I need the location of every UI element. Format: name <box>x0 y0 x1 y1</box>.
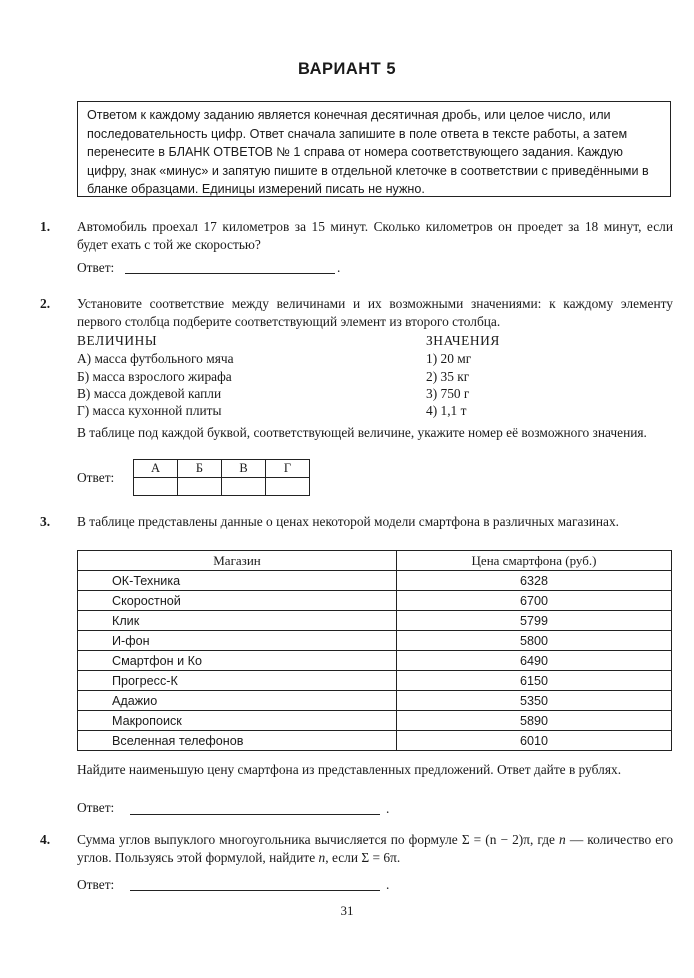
q2-letter-d: Г <box>266 460 310 478</box>
q2-value-1: 1) 20 мг <box>426 351 472 366</box>
price-table <box>77 550 672 751</box>
q3-question: Найдите наименьшую цену смартфона из представленных предложений. Ответ дайте в рублях. <box>77 762 622 777</box>
shop-price: 6700 <box>397 591 672 611</box>
q4-var-n: n <box>559 832 566 847</box>
q2-text: Установите соответствие между величинами и их возможными значениями: к каждому элементу первого столбца подберите соответствующий элемент из второго столбца. <box>77 296 673 329</box>
q4-answer-dot: . <box>386 877 390 892</box>
q2-answer-cell-d[interactable] <box>266 478 310 496</box>
table-row <box>78 611 672 631</box>
table-row <box>78 691 672 711</box>
shop-name: Скоростной <box>78 591 397 611</box>
table-row <box>78 671 672 691</box>
col-shop-header: Магазин <box>78 551 397 571</box>
q2-value-4: 4) 1,1 т <box>426 403 467 418</box>
q2-letter-c: В <box>222 460 266 478</box>
shop-name: И-фон <box>78 631 397 651</box>
shop-price: 5890 <box>397 711 672 731</box>
q2-answer-cell-b[interactable] <box>178 478 222 496</box>
shop-price: 6490 <box>397 651 672 671</box>
instructions-box: Ответом к каждому заданию является конечная десятичная дробь, или целое число, или последовательность цифр. Ответ сначала запишите в поле ответа в тексте работы, а затем перенесите в БЛАНК ОТВЕТОВ № 1 справа от номера соответствующего задания. Каждую цифру, знак «минус» и запятую пишите в отдельной клеточке в соответствии с приведёнными в бланке образцами. Единицы измерений писать не нужно. <box>77 101 671 197</box>
shop-price: 6010 <box>397 731 672 751</box>
shop-price: 6150 <box>397 671 672 691</box>
q2-letter-a: А <box>134 460 178 478</box>
shop-price: 6328 <box>397 571 672 591</box>
q3-answer-dot: . <box>386 801 390 816</box>
q2-answer-table <box>133 459 310 496</box>
q2-number: 2. <box>40 296 51 311</box>
q4-answer-line[interactable] <box>130 890 380 891</box>
q2-value-2: 2) 35 кг <box>426 369 470 384</box>
shop-name: Прогресс-К <box>78 671 397 691</box>
shop-price: 5800 <box>397 631 672 651</box>
q1-number: 1. <box>40 219 51 234</box>
shop-name: Смартфон и Ко <box>78 651 397 671</box>
table-row <box>78 651 672 671</box>
q4-number: 4. <box>40 832 51 847</box>
q2-quantity-b: Б) масса взрослого жирафа <box>77 369 232 384</box>
table-row <box>78 571 672 591</box>
table-row <box>78 711 672 731</box>
table-row <box>78 631 672 651</box>
variant-title: ВАРИАНТ 5 <box>297 60 397 78</box>
q2-value-3: 3) 750 г <box>426 386 470 401</box>
q2-quantity-d: Г) масса кухонной плиты <box>77 403 222 418</box>
q2-letter-b: Б <box>178 460 222 478</box>
shop-price: 5350 <box>397 691 672 711</box>
q3-text: В таблице представлены данные о ценах некоторой модели смартфона в различных магазинах. <box>77 514 620 529</box>
shop-name: Адажио <box>78 691 397 711</box>
shop-name: Вселенная телефонов <box>78 731 397 751</box>
q1-answer-label: Ответ: <box>77 260 115 275</box>
shop-name: ОК-Техника <box>78 571 397 591</box>
q4-text: Сумма углов выпуклого многоугольника вычисляется по формуле Σ = (n − 2)π, где n — количество его углов. Пользуясь этой формулой, найдите n, если Σ = 6π. <box>77 832 674 865</box>
page-number: 31 <box>340 903 354 918</box>
q1-answer-line[interactable] <box>125 273 335 274</box>
q2-quantity-c: В) масса дождевой капли <box>77 386 222 401</box>
q2-answer-cell-a[interactable] <box>134 478 178 496</box>
shop-name: Клик <box>78 611 397 631</box>
q3-answer-line[interactable] <box>130 814 380 815</box>
price-table-header <box>78 551 672 571</box>
q4-condition: Σ = 6π <box>361 850 397 865</box>
q2-answer-label: Ответ: <box>77 470 115 485</box>
q3-number: 3. <box>40 514 51 529</box>
q1-text: Автомобиль проехал 17 километров за 15 минут. Сколько километров он проедет за 18 минут, если будет ехать с той же скоростью? <box>77 219 673 252</box>
table-row <box>78 731 672 751</box>
q4-answer-label: Ответ: <box>77 877 115 892</box>
q2-quantity-a: А) масса футбольного мяча <box>77 351 234 366</box>
table-row <box>78 591 672 611</box>
q2-quantities-header: ВЕЛИЧИНЫ <box>77 333 158 348</box>
shop-price: 5799 <box>397 611 672 631</box>
col-price-header: Цена смартфона (руб.) <box>397 551 672 571</box>
q3-answer-label: Ответ: <box>77 800 115 815</box>
q1-answer-dot: . <box>337 260 341 275</box>
q2-answer-cell-c[interactable] <box>222 478 266 496</box>
q4-formula: Σ = (n − 2)π <box>461 832 530 847</box>
q2-values-header: ЗНАЧЕНИЯ <box>426 333 500 348</box>
shop-name: Макропоиск <box>78 711 397 731</box>
q2-note: В таблице под каждой буквой, соответствующей величине, укажите номер её возможного значения. <box>77 425 647 440</box>
